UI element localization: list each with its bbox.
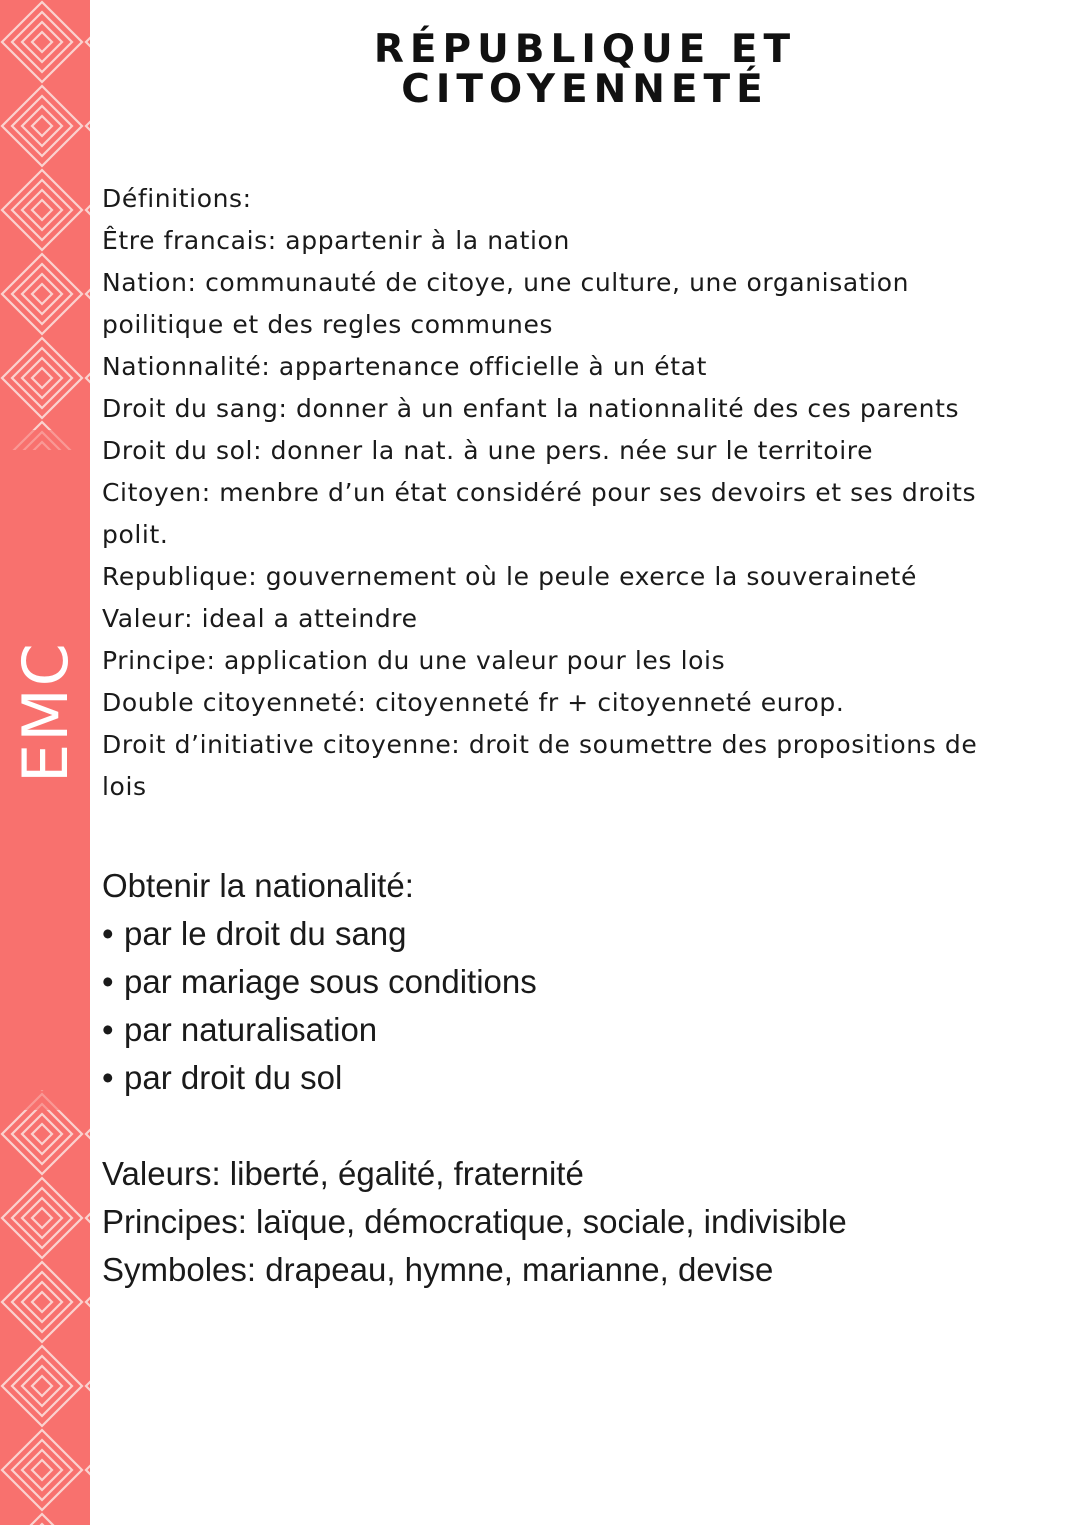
definition-line: Nationnalité: appartenance officielle à un état (102, 352, 707, 381)
definition-line: Citoyen: menbre d’un état considéré pour ses devoirs et ses droits (102, 478, 977, 507)
list-item: • par mariage sous conditions (102, 958, 1062, 1006)
principles-line: Principes: laïque, démocratique, sociale, indivisible (102, 1203, 847, 1240)
page-title-line-1: RÉPUBLIQUE ET (373, 27, 797, 72)
values-line: Valeurs: liberté, égalité, fraternité (102, 1155, 584, 1192)
symbols-line: Symboles: drapeau, hymne, marianne, devise (102, 1251, 774, 1288)
nationality-section (102, 862, 1062, 1102)
definition-line: Droit d’initiative citoyenne: droit de soumettre des propositions de (102, 730, 978, 759)
list-item: • par droit du sol (102, 1054, 1062, 1102)
sidebar-band (0, 0, 90, 1525)
page-title (90, 27, 1080, 112)
definition-line: Republique: gouvernement où le peule exerce la souveraineté (102, 562, 917, 591)
definition-line: Droit du sol: donner la nat. à une pers. née sur le territoire (102, 436, 874, 465)
republic-facts-section (102, 1150, 1062, 1294)
page-title-line-2: CITOYENNETÉ (401, 67, 769, 112)
definition-line: lois (102, 772, 147, 801)
subject-label: EMC (9, 641, 82, 783)
definitions-heading: Définitions: (102, 184, 252, 213)
list-item: • par le droit du sang (102, 910, 1062, 958)
definition-line: Valeur: ideal a atteindre (102, 604, 418, 633)
definition-line: polit. (102, 520, 169, 549)
definition-line: Double citoyenneté: citoyenneté fr + citoyenneté europ. (102, 688, 845, 717)
nationality-list (102, 910, 1062, 1102)
definition-line: poilitique et des regles communes (102, 310, 554, 339)
nationality-heading: Obtenir la nationalité: (102, 867, 414, 904)
definition-line: Principe: application du une valeur pour les lois (102, 646, 726, 675)
definitions-section (102, 178, 1062, 808)
list-item: • par naturalisation (102, 1006, 1062, 1054)
definition-line: Droit du sang: donner à un enfant la nationnalité des ces parents (102, 394, 960, 423)
definition-line: Être francais: appartenir à la nation (102, 226, 570, 255)
definition-line: Nation: communauté de citoye, une culture, une organisation (102, 268, 910, 297)
